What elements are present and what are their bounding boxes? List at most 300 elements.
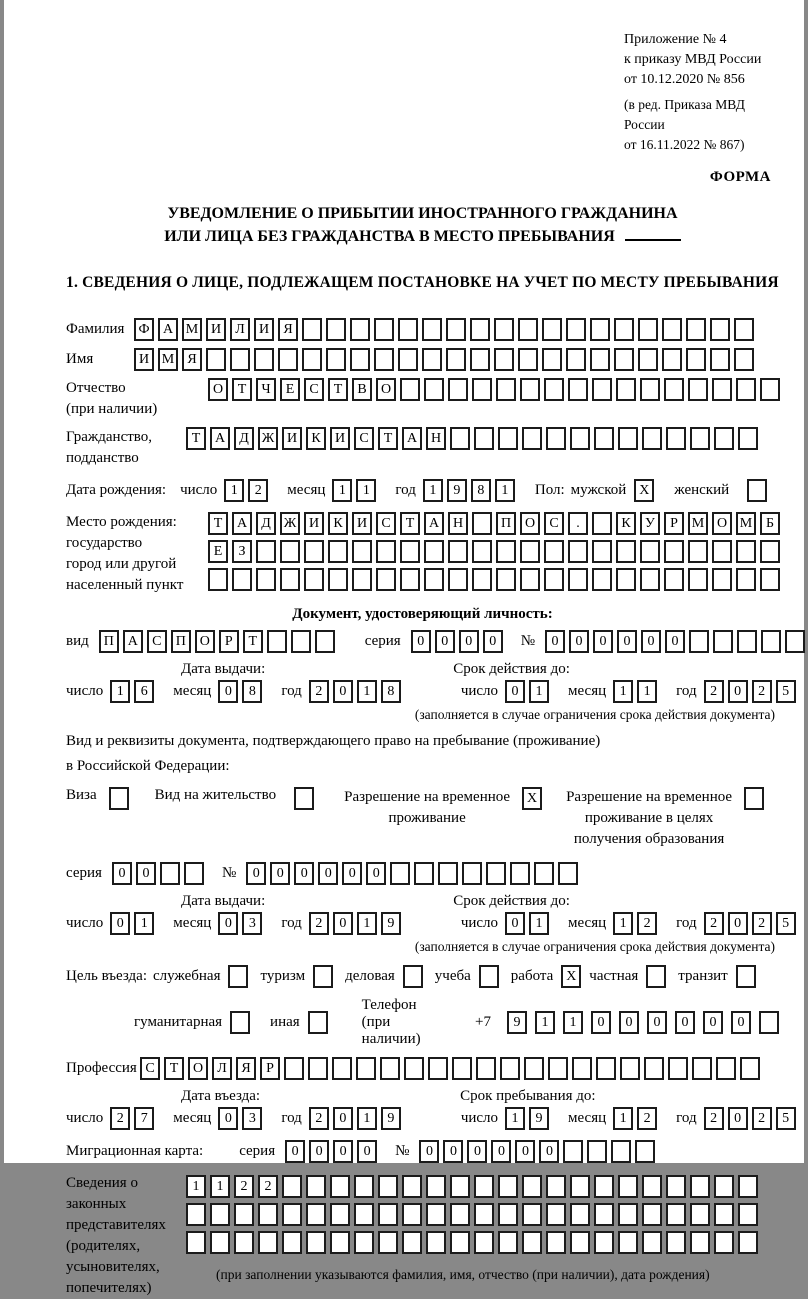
form-cell[interactable]: 0 [731,1011,751,1034]
form-cell[interactable]: 0 [665,630,685,653]
form-cell[interactable] [734,348,754,371]
form-cell[interactable]: О [195,630,215,653]
form-cell[interactable]: Ф [134,318,154,341]
form-cell[interactable] [737,630,757,653]
form-cell[interactable] [686,318,706,341]
form-cell[interactable]: Т [186,427,206,450]
form-cell[interactable] [424,378,444,401]
form-cell[interactable]: Ч [256,378,276,401]
form-cell[interactable]: Т [400,512,420,535]
form-cell[interactable] [402,1203,422,1226]
form-cell[interactable]: Т [378,427,398,450]
form-cell[interactable]: А [123,630,143,653]
form-cell[interactable]: С [544,512,564,535]
form-cell[interactable]: А [424,512,444,535]
form-cell[interactable] [616,568,636,591]
form-cell[interactable]: 5 [776,912,796,935]
form-cell[interactable]: 0 [112,862,132,885]
form-cell[interactable] [662,318,682,341]
form-cell[interactable] [378,1175,398,1198]
form-cell[interactable] [690,1231,710,1254]
form-cell[interactable] [546,1203,566,1226]
form-cell[interactable] [760,378,780,401]
form-cell[interactable] [570,1203,590,1226]
form-cell[interactable]: 0 [675,1011,695,1034]
form-cell[interactable]: 0 [435,630,455,653]
form-cell[interactable] [402,1175,422,1198]
form-cell[interactable]: 1 [529,680,549,703]
form-cell[interactable]: 0 [593,630,613,653]
form-cell[interactable] [592,512,612,535]
form-cell[interactable]: 1 [535,1011,555,1034]
form-cell[interactable]: 0 [333,1107,353,1130]
form-cell[interactable] [426,1175,446,1198]
form-cell[interactable]: 0 [539,1140,559,1163]
form-cell[interactable] [400,568,420,591]
form-cell[interactable] [522,427,542,450]
form-cell[interactable] [470,318,490,341]
form-cell[interactable]: 1 [210,1175,230,1198]
form-cell[interactable] [688,568,708,591]
form-cell[interactable] [662,348,682,371]
form-cell[interactable]: С [140,1057,160,1080]
form-cell[interactable] [494,348,514,371]
form-cell[interactable] [452,1057,472,1080]
form-cell[interactable] [306,1203,326,1226]
form-cell[interactable] [714,1175,734,1198]
form-cell[interactable]: 3 [242,1107,262,1130]
form-cell[interactable]: Л [230,318,250,341]
form-cell[interactable] [400,540,420,563]
form-cell[interactable] [208,568,228,591]
form-cell[interactable] [640,540,660,563]
form-cell[interactable]: Е [208,540,228,563]
form-cell[interactable] [642,1203,662,1226]
form-cell[interactable] [738,427,758,450]
form-cell[interactable]: О [188,1057,208,1080]
form-cell[interactable] [520,540,540,563]
form-cell[interactable] [618,1175,638,1198]
form-cell[interactable] [280,540,300,563]
form-cell[interactable] [450,1175,470,1198]
form-cell[interactable]: 5 [776,680,796,703]
form-cell[interactable] [234,1203,254,1226]
form-cell[interactable]: О [376,378,396,401]
form-cell[interactable]: О [208,378,228,401]
form-cell[interactable] [326,318,346,341]
form-cell[interactable] [518,348,538,371]
form-cell[interactable] [734,318,754,341]
form-cell[interactable]: 1 [613,912,633,935]
form-cell[interactable]: К [306,427,326,450]
form-cell[interactable] [284,1057,304,1080]
form-cell[interactable] [594,1203,614,1226]
form-cell[interactable] [690,1175,710,1198]
form-cell[interactable] [690,427,710,450]
form-cell[interactable] [712,568,732,591]
form-cell[interactable] [232,568,252,591]
form-cell[interactable] [472,568,492,591]
form-cell[interactable]: И [330,427,350,450]
form-cell[interactable]: 1 [357,912,377,935]
purpose-work-checkbox[interactable]: X [561,965,581,988]
form-cell[interactable] [568,568,588,591]
form-cell[interactable] [614,318,634,341]
form-cell[interactable]: Р [664,512,684,535]
form-cell[interactable] [282,1231,302,1254]
form-cell[interactable]: 0 [728,680,748,703]
form-cell[interactable]: 0 [545,630,565,653]
form-cell[interactable]: 1 [637,680,657,703]
form-cell[interactable]: 2 [234,1175,254,1198]
form-cell[interactable] [354,1203,374,1226]
form-cell[interactable] [690,1203,710,1226]
form-cell[interactable]: Р [219,630,239,653]
form-cell[interactable]: 1 [134,912,154,935]
form-cell[interactable] [472,512,492,535]
form-cell[interactable] [450,1203,470,1226]
form-cell[interactable]: 0 [136,862,156,885]
form-cell[interactable] [446,318,466,341]
form-cell[interactable]: 0 [246,862,266,885]
form-cell[interactable] [448,540,468,563]
form-cell[interactable] [666,1203,686,1226]
form-cell[interactable]: 8 [381,680,401,703]
form-cell[interactable] [354,1231,374,1254]
form-cell[interactable] [282,1175,302,1198]
form-cell[interactable] [304,568,324,591]
form-cell[interactable] [710,348,730,371]
form-cell[interactable]: П [496,512,516,535]
form-cell[interactable] [462,862,482,885]
form-cell[interactable] [712,378,732,401]
form-cell[interactable] [426,1203,446,1226]
form-cell[interactable]: 0 [419,1140,439,1163]
form-cell[interactable] [692,1057,712,1080]
form-cell[interactable] [760,540,780,563]
form-cell[interactable] [356,1057,376,1080]
form-cell[interactable]: 1 [505,1107,525,1130]
form-cell[interactable]: Д [234,427,254,450]
form-cell[interactable] [354,1175,374,1198]
form-cell[interactable]: 0 [728,912,748,935]
form-cell[interactable]: 1 [357,1107,377,1130]
form-cell[interactable]: М [158,348,178,371]
form-cell[interactable]: 0 [459,630,479,653]
form-cell[interactable]: Т [243,630,263,653]
form-cell[interactable] [474,1203,494,1226]
form-cell[interactable] [638,318,658,341]
form-cell[interactable]: 2 [248,479,268,502]
form-cell[interactable]: 2 [704,1107,724,1130]
form-cell[interactable]: 0 [110,912,130,935]
form-cell[interactable] [206,348,226,371]
form-cell[interactable] [614,348,634,371]
form-cell[interactable] [476,1057,496,1080]
form-cell[interactable]: Н [426,427,446,450]
form-cell[interactable] [278,348,298,371]
form-cell[interactable] [234,1231,254,1254]
form-cell[interactable] [638,348,658,371]
form-cell[interactable]: 1 [529,912,549,935]
form-cell[interactable] [350,348,370,371]
form-cell[interactable]: И [134,348,154,371]
form-cell[interactable] [256,540,276,563]
form-cell[interactable] [736,540,756,563]
form-cell[interactable] [618,427,638,450]
form-cell[interactable] [544,568,564,591]
form-cell[interactable] [566,318,586,341]
form-cell[interactable] [738,1203,758,1226]
form-cell[interactable]: 9 [507,1011,527,1034]
form-cell[interactable] [542,318,562,341]
form-cell[interactable] [642,1175,662,1198]
form-cell[interactable] [184,862,204,885]
form-cell[interactable]: 0 [342,862,362,885]
form-cell[interactable] [563,1140,583,1163]
form-cell[interactable] [570,1231,590,1254]
form-cell[interactable]: Л [212,1057,232,1080]
form-cell[interactable] [258,1231,278,1254]
form-cell[interactable] [592,568,612,591]
purpose-transit-checkbox[interactable] [736,965,756,988]
form-cell[interactable] [426,1231,446,1254]
form-cell[interactable] [474,1231,494,1254]
form-cell[interactable] [498,1175,518,1198]
form-cell[interactable] [267,630,287,653]
form-cell[interactable] [688,540,708,563]
form-cell[interactable] [618,1203,638,1226]
form-cell[interactable]: 1 [563,1011,583,1034]
form-cell[interactable]: Ж [258,427,278,450]
form-cell[interactable] [689,630,709,653]
form-cell[interactable] [398,348,418,371]
form-cell[interactable] [376,540,396,563]
form-cell[interactable] [570,427,590,450]
form-cell[interactable]: 0 [641,630,661,653]
form-cell[interactable] [328,568,348,591]
form-cell[interactable]: 8 [242,680,262,703]
form-cell[interactable] [186,1203,206,1226]
form-cell[interactable] [291,630,311,653]
form-cell[interactable]: 0 [411,630,431,653]
form-cell[interactable]: 0 [357,1140,377,1163]
form-cell[interactable] [446,348,466,371]
form-cell[interactable] [714,427,734,450]
purpose-humanitarian-checkbox[interactable] [230,1011,250,1034]
form-cell[interactable]: В [352,378,372,401]
form-cell[interactable] [428,1057,448,1080]
form-cell[interactable] [587,1140,607,1163]
form-cell[interactable] [664,568,684,591]
form-cell[interactable] [376,568,396,591]
form-cell[interactable]: М [736,512,756,535]
form-cell[interactable] [594,1231,614,1254]
form-cell[interactable] [666,1175,686,1198]
form-cell[interactable]: 2 [309,912,329,935]
form-cell[interactable] [424,568,444,591]
form-cell[interactable]: М [688,512,708,535]
form-cell[interactable] [710,318,730,341]
form-cell[interactable] [590,348,610,371]
form-cell[interactable] [308,1057,328,1080]
form-cell[interactable]: 0 [333,912,353,935]
form-cell[interactable] [620,1057,640,1080]
purpose-study-checkbox[interactable] [479,965,499,988]
form-cell[interactable]: 0 [294,862,314,885]
form-cell[interactable]: Я [278,318,298,341]
form-cell[interactable] [302,348,322,371]
form-cell[interactable] [448,378,468,401]
form-cell[interactable]: 0 [728,1107,748,1130]
form-cell[interactable]: 9 [529,1107,549,1130]
form-cell[interactable] [520,568,540,591]
form-cell[interactable] [306,1175,326,1198]
form-cell[interactable]: П [99,630,119,653]
form-cell[interactable] [304,540,324,563]
form-cell[interactable]: 0 [467,1140,487,1163]
form-cell[interactable] [256,568,276,591]
form-cell[interactable]: Я [182,348,202,371]
form-cell[interactable]: И [352,512,372,535]
form-cell[interactable] [210,1231,230,1254]
form-cell[interactable] [594,1175,614,1198]
form-cell[interactable]: Т [328,378,348,401]
form-cell[interactable] [352,568,372,591]
form-cell[interactable] [666,1231,686,1254]
form-cell[interactable] [186,1231,206,1254]
form-cell[interactable]: С [354,427,374,450]
form-cell[interactable]: У [640,512,660,535]
form-cell[interactable] [712,540,732,563]
form-cell[interactable]: К [328,512,348,535]
form-cell[interactable]: 1 [613,1107,633,1130]
form-cell[interactable] [282,1203,302,1226]
purpose-private-checkbox[interactable] [646,965,666,988]
form-cell[interactable] [332,1057,352,1080]
form-cell[interactable] [472,540,492,563]
purpose-tourism-checkbox[interactable] [313,965,333,988]
form-cell[interactable] [380,1057,400,1080]
form-cell[interactable] [496,540,516,563]
form-cell[interactable] [438,862,458,885]
form-cell[interactable]: А [158,318,178,341]
form-cell[interactable]: А [402,427,422,450]
form-cell[interactable] [315,630,335,653]
form-cell[interactable]: 2 [637,1107,657,1130]
form-cell[interactable]: Р [260,1057,280,1080]
form-cell[interactable]: 0 [270,862,290,885]
form-cell[interactable] [350,318,370,341]
form-cell[interactable] [568,540,588,563]
form-cell[interactable] [544,378,564,401]
form-cell[interactable] [378,1203,398,1226]
form-cell[interactable] [640,378,660,401]
form-cell[interactable]: 0 [309,1140,329,1163]
form-cell[interactable]: . [568,512,588,535]
form-cell[interactable]: 2 [309,1107,329,1130]
form-cell[interactable] [510,862,530,885]
temp-permit-checkbox[interactable]: X [522,787,542,810]
form-cell[interactable] [761,630,781,653]
form-cell[interactable] [566,348,586,371]
form-cell[interactable] [422,318,442,341]
form-cell[interactable] [592,540,612,563]
form-cell[interactable]: 0 [703,1011,723,1034]
form-cell[interactable]: 1 [613,680,633,703]
form-cell[interactable]: 0 [333,680,353,703]
form-cell[interactable] [450,427,470,450]
form-cell[interactable] [254,348,274,371]
form-cell[interactable] [760,568,780,591]
form-cell[interactable] [402,1231,422,1254]
form-cell[interactable] [486,862,506,885]
form-cell[interactable] [570,1175,590,1198]
form-cell[interactable] [558,862,578,885]
form-cell[interactable] [518,318,538,341]
form-cell[interactable] [230,348,250,371]
form-cell[interactable] [546,427,566,450]
form-cell[interactable]: Н [448,512,468,535]
form-cell[interactable] [414,862,434,885]
form-cell[interactable] [160,862,180,885]
form-cell[interactable]: О [712,512,732,535]
form-cell[interactable]: 0 [218,680,238,703]
form-cell[interactable]: 2 [309,680,329,703]
form-cell[interactable] [398,318,418,341]
form-cell[interactable]: М [182,318,202,341]
form-cell[interactable] [616,540,636,563]
form-cell[interactable] [688,378,708,401]
form-cell[interactable] [470,348,490,371]
form-cell[interactable] [740,1057,760,1080]
form-cell[interactable]: 3 [242,912,262,935]
form-cell[interactable]: 2 [637,912,657,935]
form-cell[interactable]: 0 [318,862,338,885]
form-cell[interactable] [400,378,420,401]
form-cell[interactable] [498,427,518,450]
form-cell[interactable] [522,1175,542,1198]
form-cell[interactable] [611,1140,631,1163]
sex-male-checkbox[interactable]: X [634,479,654,502]
form-cell[interactable]: 1 [186,1175,206,1198]
form-cell[interactable]: 9 [381,1107,401,1130]
form-cell[interactable]: А [232,512,252,535]
form-cell[interactable] [496,568,516,591]
form-cell[interactable] [713,630,733,653]
form-cell[interactable] [546,1231,566,1254]
form-cell[interactable] [306,1231,326,1254]
form-cell[interactable]: 0 [619,1011,639,1034]
form-cell[interactable]: 2 [752,1107,772,1130]
form-cell[interactable] [616,378,636,401]
form-cell[interactable] [534,862,554,885]
form-cell[interactable]: О [520,512,540,535]
form-cell[interactable] [494,318,514,341]
form-cell[interactable]: К [616,512,636,535]
form-cell[interactable]: З [232,540,252,563]
form-cell[interactable]: 0 [333,1140,353,1163]
form-cell[interactable]: 0 [505,912,525,935]
form-cell[interactable] [544,540,564,563]
form-cell[interactable] [326,348,346,371]
purpose-other-checkbox[interactable] [308,1011,328,1034]
form-cell[interactable]: 0 [505,680,525,703]
form-cell[interactable]: 1 [110,680,130,703]
form-cell[interactable] [635,1140,655,1163]
form-cell[interactable]: Е [280,378,300,401]
form-cell[interactable] [450,1231,470,1254]
